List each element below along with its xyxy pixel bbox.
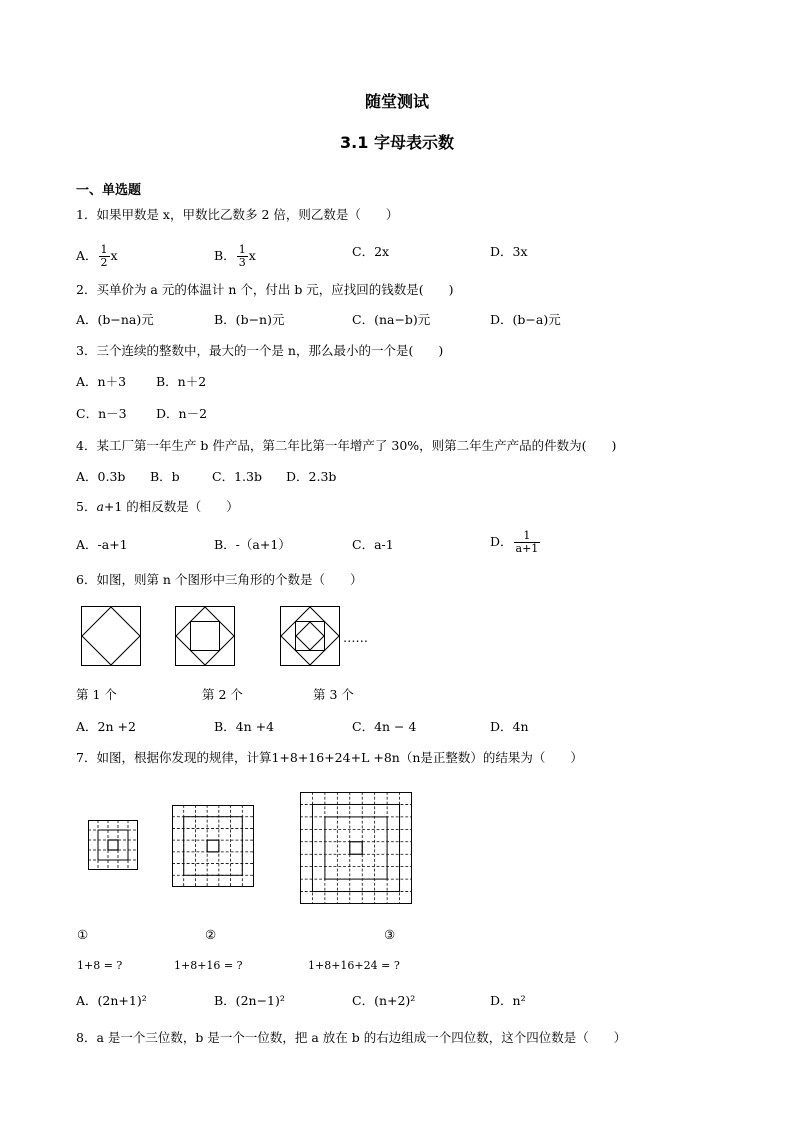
- question-1-stem: 1．如果甲数是 x，甲数比乙数多 2 倍，则乙数是（ ）: [76, 207, 399, 222]
- q1-option-b[interactable]: [214, 244, 256, 269]
- q1-option-a-fraction: [99, 244, 110, 269]
- q3-option-c[interactable]: C．n－3: [76, 406, 127, 421]
- q6-option-d[interactable]: D．4n: [490, 719, 529, 734]
- q2-option-b[interactable]: B．(b−n)元: [214, 312, 285, 327]
- q7-figure-3: [300, 792, 412, 904]
- q7-figure-2: [172, 805, 254, 887]
- question-5-stem: 5．a+1 的相反数是（ ）: [76, 499, 239, 514]
- q5-stem-rest: +1 的相反数是（ ）: [103, 499, 239, 514]
- q1-option-a-var: x: [110, 248, 118, 263]
- q3-option-a[interactable]: A．n＋3: [76, 374, 127, 389]
- q7-figure-3-mark: ③: [384, 927, 396, 942]
- q6-figure-3: [280, 606, 340, 666]
- q5-option-d-fraction: [514, 530, 541, 555]
- q1-option-c[interactable]: C．2x: [352, 244, 390, 259]
- q6-option-a[interactable]: A．2n +2: [76, 719, 136, 734]
- q5-stem-var: a: [96, 499, 104, 514]
- section-label: 一、单选题: [76, 183, 142, 198]
- q6-figure-3-label: 第 3 个: [313, 687, 354, 702]
- q7-option-c[interactable]: C．(n+2)²: [352, 993, 416, 1008]
- question-4-stem: 4．某工厂第一年生产 b 件产品，第二年比第一年增产了 30%，则第二年生产产品的件数为( ): [76, 438, 617, 453]
- q7-option-d[interactable]: D．n²: [490, 993, 526, 1008]
- question-7-stem: 7．如图，根据你发现的规律，计算1+8+16+24+L +8n（n是正整数）的结果为（ ）: [76, 750, 583, 765]
- q1-option-b-fraction: [237, 244, 248, 269]
- q7-option-a[interactable]: A．(2n+1)²: [76, 993, 147, 1008]
- q6-option-c[interactable]: C．4n − 4: [352, 719, 417, 734]
- q1-option-a-prefix: A．: [76, 248, 98, 263]
- q4-option-a[interactable]: A．0.3b: [76, 469, 126, 484]
- q6-figure-2: [175, 606, 235, 666]
- q7-figure-2-mark: ②: [205, 927, 217, 942]
- q6-ellipsis: ……: [343, 630, 368, 645]
- q3-option-b[interactable]: B．n＋2: [156, 374, 207, 389]
- q4-option-c[interactable]: C．1.3b: [212, 469, 262, 484]
- q1-option-b-prefix: B．: [214, 248, 236, 263]
- question-2-stem: 2．买单价为 a 元的体温计 n 个，付出 b 元，应找回的钱数是( ): [76, 282, 454, 297]
- q6-option-b[interactable]: B．4n +4: [214, 719, 275, 734]
- q7-equation-2: 1+8+16 = ?: [174, 959, 243, 972]
- q5-option-b[interactable]: B．-（a+1）: [214, 537, 291, 552]
- q7-figure-1-mark: ①: [77, 927, 89, 942]
- q6-figure-2-label: 第 2 个: [202, 687, 243, 702]
- q1-option-d[interactable]: D．3x: [490, 244, 528, 259]
- q7-equation-1: 1+8 = ?: [77, 959, 123, 972]
- q5-option-d-prefix: D．: [490, 534, 513, 549]
- q1-option-b-var: x: [248, 248, 256, 263]
- page-subtitle: 3.1 字母表示数: [340, 133, 454, 152]
- q2-option-a[interactable]: A．(b−na)元: [76, 312, 154, 327]
- fraction-numerator: 1: [238, 243, 246, 256]
- q5-option-c[interactable]: C．a-1: [352, 537, 394, 552]
- q5-option-a[interactable]: A．-a+1: [76, 537, 128, 552]
- fraction-denominator: 2: [100, 256, 108, 269]
- q1-option-a[interactable]: [76, 244, 118, 269]
- q7-option-b[interactable]: B．(2n−1)²: [214, 993, 285, 1008]
- fraction-denominator: a+1: [515, 542, 539, 555]
- q6-figure-1: [81, 606, 141, 666]
- q3-option-d[interactable]: D．n－2: [156, 406, 208, 421]
- page-title: 随堂测试: [364, 92, 429, 111]
- question-6-stem: 6．如图，则第 n 个图形中三角形的个数是（ ）: [76, 572, 363, 587]
- q4-option-d[interactable]: D．2.3b: [286, 469, 337, 484]
- q7-figure-1: [88, 820, 138, 870]
- q5-option-d[interactable]: [490, 530, 541, 555]
- q4-option-b[interactable]: B．b: [150, 469, 180, 484]
- q7-equation-3: 1+8+16+24 = ?: [308, 959, 400, 972]
- fraction-numerator: 1: [514, 530, 541, 543]
- question-3-stem: 3．三个连续的整数中，最大的一个是 n，那么最小的一个是( ): [76, 343, 444, 358]
- fraction-numerator: 1: [100, 243, 108, 256]
- fraction-denominator: 3: [238, 256, 246, 269]
- q6-figure-1-label: 第 1 个: [76, 687, 117, 702]
- q2-option-d[interactable]: D．(b−a)元: [490, 312, 561, 327]
- q2-option-c[interactable]: C．(na−b)元: [352, 312, 431, 327]
- question-8-stem: 8．a 是一个三位数，b 是一个一位数，把 a 放在 b 的右边组成一个四位数，这个四位数是（ ）: [76, 1030, 627, 1045]
